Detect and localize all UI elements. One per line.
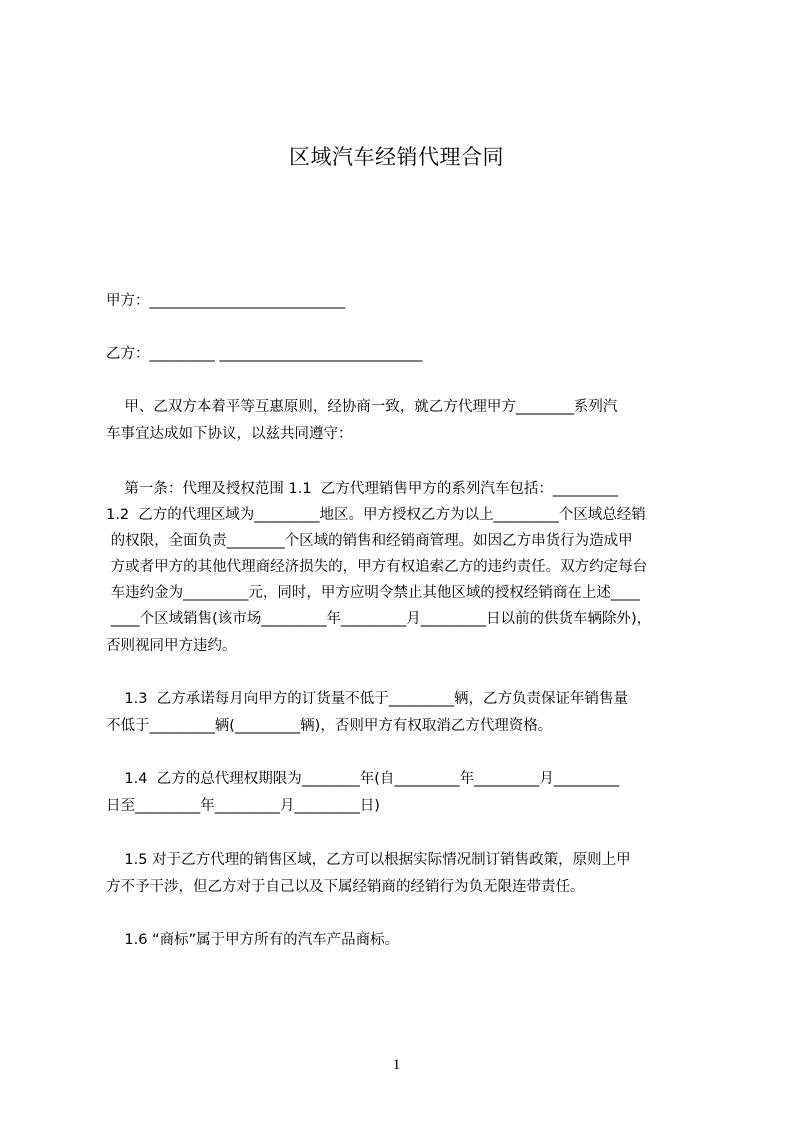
- article1-line-5: 车违约金为_________元，同时，甲方应明令禁止其他区域的授权经销商在上述____: [106, 585, 640, 601]
- clause-1-3-line-2: 不低于_________辆(_________辆)，否则甲方有权取消乙方代理资格。: [106, 718, 553, 734]
- document-title: 区域汽车经销代理合同: [289, 145, 504, 169]
- article1-line-6: ____个区域销售(该市场_________年_________月_________日以前的供货车辆除外)，: [106, 611, 652, 627]
- article1-line-3: 的权限，全面负责________个区域的销售和经销商管理。如因乙方串货行为造成甲: [106, 533, 633, 549]
- article1-line-4: 方或者甲方的其他代理商经济损失的，甲方有权追索乙方的违约责任。双方约定每台: [106, 559, 648, 575]
- party-b-line: 乙方：_________ ____________________________: [106, 346, 423, 362]
- clause-1-4-line-1: 1.4 乙方的总代理权期限为________年(自_________年_________月_________: [106, 771, 620, 787]
- page-number: 1: [392, 1057, 401, 1073]
- article1-line-2: 1.2 乙方的代理区域为_________地区。甲方授权乙方为以上_________个区域总经销: [106, 507, 646, 523]
- article1-line-7: 否则视同甲方违约。: [106, 638, 237, 654]
- clause-1-4-line-2: 日至_________年_________月_________日): [106, 798, 380, 814]
- clause-1-5-line-1: 1.5 对于乙方代理的销售区域，乙方可以根据实际情况制订销售政策，原则上甲: [106, 852, 631, 868]
- clause-1-6-line-1: 1.6 “商标”属于甲方所有的汽车产品商标。: [106, 932, 400, 948]
- clause-1-3-line-1: 1.3 乙方承诺每月向甲方的订货量不低于_________辆，乙方负责保证年销售量: [106, 691, 628, 707]
- article1-line-1: 第一条：代理及授权范围 1.1 乙方代理销售甲方的系列汽车包括：_________: [106, 481, 619, 497]
- preamble-line-2: 车事宜达成如下协议，以兹共同遵守：: [106, 426, 353, 442]
- party-a-line: 甲方：___________________________: [106, 293, 346, 309]
- clause-1-5-line-2: 方不予干涉，但乙方对于自己以及下属经销商的经销行为负无限连带责任。: [106, 879, 585, 895]
- preamble-line-1: 甲、乙双方本着平等互惠原则，经协商一致，就乙方代理甲方________系列汽: [106, 399, 618, 415]
